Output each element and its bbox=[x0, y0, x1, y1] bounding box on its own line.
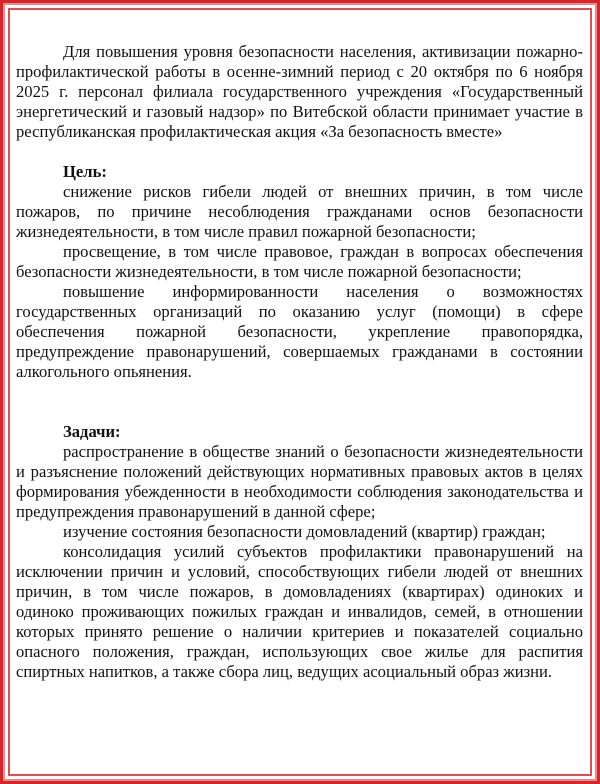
goal-item: снижение рисков гибели людей от внешних причин, в том числе пожаров, по причине несоблюдения гражданами основ безопасности жизнедеятельности, в том числе правил пожарной безопасности; bbox=[16, 182, 583, 241]
tasks-heading: Задачи: bbox=[63, 422, 121, 441]
goal-item: просвещение, в том числе правовое, граждан в вопросах обеспечения безопасности жизнедеятельности, в том числе пожарной безопасности; bbox=[16, 242, 583, 281]
task-item: консолидация усилий субъектов профилактики правонарушений на исключении причин и условий, способствующих гибели людей от внешних причин, в том числе пожаров, в домовладениях (квартирах) одиноких и одиноко проживающих пожилых граждан и инвалидов, семей, в отношении которых принято решение о наличии критериев и показателей социально опасного положения, граждан, использующих свое жилье для распития спиртных напитков, а также сбора лиц, ведущих асоциальный образ жизни. bbox=[16, 542, 583, 681]
spacer bbox=[16, 142, 583, 162]
spacer bbox=[16, 382, 583, 422]
intro-paragraph: Для повышения уровня безопасности населения, активизации пожарно-профилактической работы в осенне-зимний период с 20 октября по 6 ноября 2025 г. персонал филиала государственного учреждения «Государственный энергетический и газовый надзор» по Витебской области принимает участие в республиканская профилактическая акция «За безопасность вместе» bbox=[16, 42, 583, 141]
goal-heading: Цель: bbox=[63, 162, 107, 181]
goal-section bbox=[16, 162, 583, 382]
task-item: изучение состояния безопасности домовладений (квартир) граждан; bbox=[63, 522, 546, 541]
goal-item: повышение информированности населения о возможностях государственных организаций по оказанию услуг (помощи) в сфере обеспечения пожарной безопасности, укрепление правопорядка, предупреждение правонарушений, совершаемых гражданами в состоянии алкогольного опьянения. bbox=[16, 282, 583, 381]
task-item: распространение в обществе знаний о безопасности жизнедеятельности и разъяснение положений действующих нормативных правовых актов в целях формирования убежденности в необходимости соблюдения законодательства и предупреждения правонарушений в данной сфере; bbox=[16, 442, 583, 521]
document-body bbox=[16, 42, 583, 682]
tasks-section bbox=[16, 422, 583, 682]
